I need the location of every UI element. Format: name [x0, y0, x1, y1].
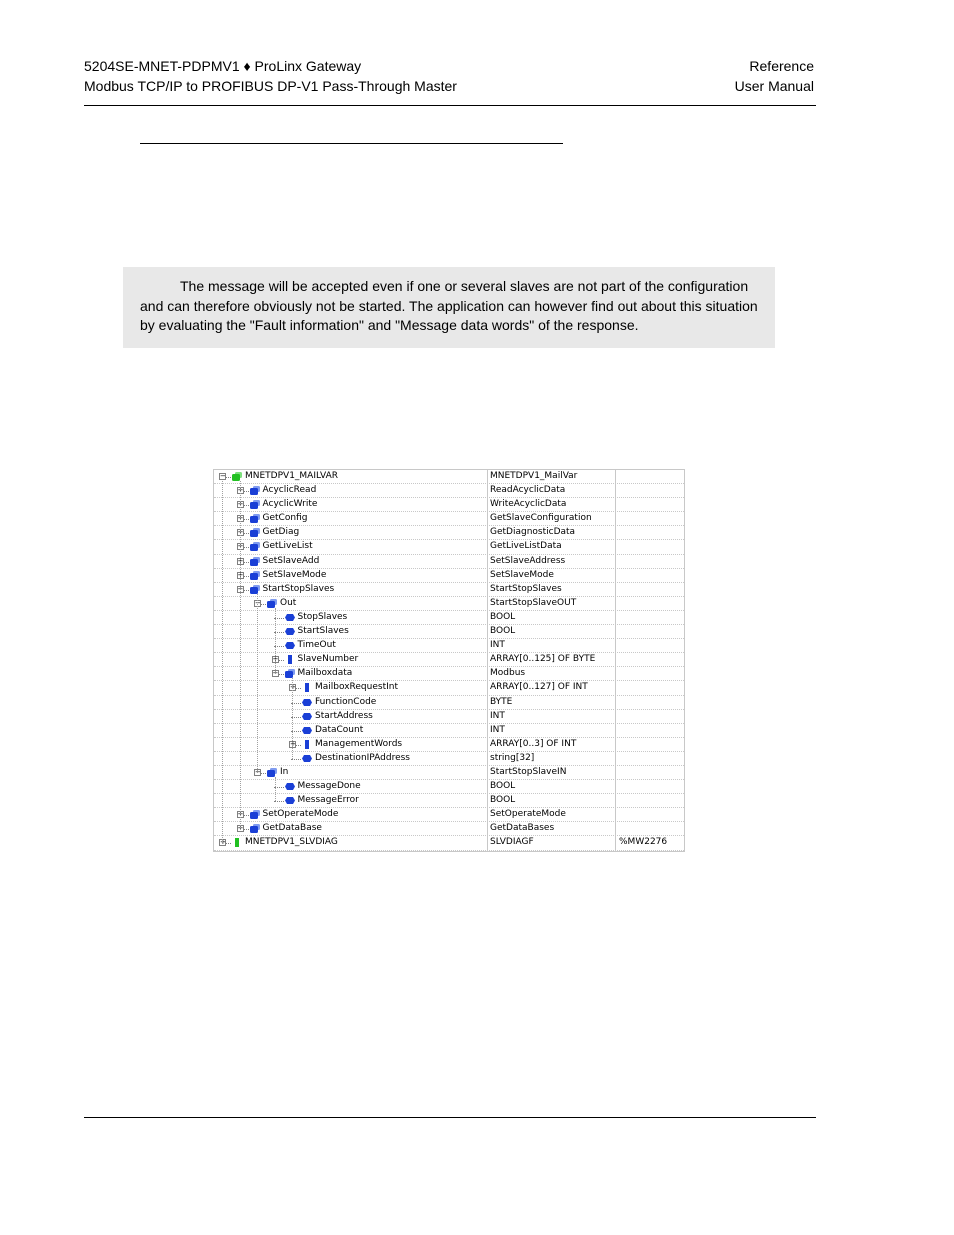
- footer-rule: [84, 1117, 816, 1118]
- tree-address-cell: [616, 752, 684, 765]
- header-doc-type: User Manual: [734, 78, 814, 94]
- tree-name-cell: [214, 808, 488, 821]
- tree-address-cell: [616, 555, 684, 568]
- element-icon: [285, 641, 295, 650]
- tree-item-label: MNETDPV1_MAILVAR: [245, 471, 339, 481]
- tree-item-label: MNETDPV1_SLVDIAG: [245, 837, 338, 848]
- element-icon: [302, 712, 312, 721]
- tree-type-cell: INT: [487, 710, 616, 723]
- header-rule: [84, 105, 816, 106]
- tree-row[interactable]: [214, 808, 684, 822]
- tree-type-cell: ReadAcyclicData: [487, 484, 616, 497]
- tree-address-cell: [616, 498, 684, 511]
- tree-type-cell: StartStopSlaves: [487, 583, 616, 596]
- tree-connector: [279, 674, 284, 675]
- tree-item-label: GetDiag: [262, 527, 300, 538]
- tree-row[interactable]: [214, 752, 684, 766]
- tree-type-cell: BYTE: [487, 696, 616, 709]
- tree-name-cell: [214, 794, 488, 807]
- tree-address-cell: [616, 681, 684, 694]
- tree-address-cell: [616, 710, 684, 723]
- tree-type-cell: string[32]: [487, 752, 616, 765]
- tree-address-cell: [616, 470, 684, 483]
- tree-row[interactable]: [214, 639, 684, 653]
- tree-address-cell: [616, 597, 684, 610]
- tree-type-cell: StartStopSlaveOUT: [487, 597, 616, 610]
- tree-row[interactable]: [214, 555, 684, 569]
- structure-icon: [250, 585, 260, 594]
- tree-type-cell: INT: [487, 724, 616, 737]
- element-icon: [285, 613, 295, 622]
- tree-name-cell: [214, 752, 488, 765]
- tree-name-cell: [214, 653, 488, 666]
- tree-row[interactable]: [214, 710, 684, 724]
- tree-connector: [261, 604, 266, 605]
- structure-icon: [285, 669, 295, 678]
- tree-row[interactable]: [214, 653, 684, 667]
- array-icon: [232, 838, 242, 847]
- tree-row[interactable]: [214, 836, 684, 850]
- element-icon: [285, 782, 295, 791]
- structure-icon: [250, 500, 260, 509]
- tree-name-cell: [214, 639, 488, 652]
- expand-icon[interactable]: +: [237, 542, 244, 551]
- tree-name-cell: [214, 597, 488, 610]
- structure-icon: [250, 571, 260, 580]
- element-icon: [302, 698, 312, 707]
- structure-icon: [267, 768, 277, 777]
- tree-name-cell: [214, 836, 488, 849]
- expand-icon[interactable]: +: [290, 739, 296, 748]
- tree-row[interactable]: [214, 822, 684, 836]
- tree-type-cell: GetLiveListData: [487, 540, 616, 553]
- tree-name-cell: [214, 780, 488, 793]
- tree-row[interactable]: [214, 696, 684, 710]
- tree-row[interactable]: [214, 766, 684, 780]
- section-rule: [140, 143, 563, 144]
- tree-row[interactable]: [214, 540, 684, 554]
- tree-item-label: AcyclicWrite: [262, 499, 318, 510]
- tree-connector: [226, 477, 231, 478]
- structure-icon: [267, 599, 277, 608]
- tree-address-cell: [616, 667, 684, 680]
- tree-type-cell: Modbus: [487, 667, 616, 680]
- note-text: The message will be accepted even if one or several slaves are not part of the configuration and can therefore obviously not be started. The application can however find out about this situation by evaluating the "Fault information" and "Message data words" of the response.: [140, 278, 758, 333]
- tree-type-cell: WriteAcyclicData: [487, 498, 616, 511]
- tree-item-label: Mailboxdata: [297, 668, 353, 679]
- collapse-icon[interactable]: −: [272, 669, 279, 678]
- tree-row[interactable]: [214, 484, 684, 498]
- tree-type-cell: BOOL: [487, 611, 616, 624]
- tree-connector: [244, 829, 249, 830]
- tree-connector: [291, 759, 301, 760]
- tree-guide-line: [257, 594, 258, 773]
- tree-address-cell: [616, 484, 684, 497]
- tree-type-cell: INT: [487, 639, 616, 652]
- header-product-title: 5204SE-MNET-PDPMV1 ♦ ProLinx Gateway: [84, 58, 362, 74]
- tree-name-cell: [214, 484, 488, 497]
- tree-type-cell: ARRAY[0..125] OF BYTE: [487, 653, 616, 666]
- structure-icon: [250, 486, 260, 495]
- tree-type-cell: SetSlaveAddress: [487, 555, 616, 568]
- tree-item-label: In: [280, 766, 289, 777]
- tree-item-label: GetConfig: [262, 513, 308, 524]
- expand-icon[interactable]: +: [290, 683, 296, 692]
- tree-row[interactable]: [214, 583, 684, 597]
- tree-name-cell: [214, 526, 488, 539]
- tree-name-cell: [214, 738, 488, 751]
- tree-type-cell: StartStopSlaveIN: [487, 766, 616, 779]
- element-icon: [302, 754, 312, 763]
- element-icon: [285, 627, 295, 636]
- collapse-icon[interactable]: −: [255, 767, 261, 776]
- tree-item-label: StartAddress: [315, 710, 373, 721]
- array-icon: [302, 740, 312, 749]
- structure-icon: [250, 824, 260, 833]
- tree-guide-line: [275, 777, 276, 801]
- tree-guide-line: [240, 481, 241, 830]
- tree-type-cell: SetSlaveMode: [487, 569, 616, 582]
- tree-type-cell: GetDiagnosticData: [487, 526, 616, 539]
- tree-item-label: StartStopSlaves: [262, 583, 335, 594]
- tree-address-cell: [616, 569, 684, 582]
- structure-icon: [232, 472, 242, 481]
- tree-item-label: DestinationIPAddress: [315, 752, 410, 763]
- tree-row[interactable]: [214, 724, 684, 738]
- tree-item-label: FunctionCode: [315, 696, 377, 707]
- header-right: [735, 56, 814, 96]
- tree-row[interactable]: [214, 681, 684, 695]
- tree-item-label: TimeOut: [297, 640, 336, 651]
- expand-icon[interactable]: +: [237, 570, 244, 579]
- expand-icon[interactable]: +: [237, 486, 244, 495]
- tree-type-cell: BOOL: [487, 780, 616, 793]
- tree-connector: [296, 688, 301, 689]
- tree-connector: [244, 590, 249, 591]
- tree-row[interactable]: [214, 667, 684, 681]
- header-left: [84, 56, 457, 96]
- tree-row[interactable]: [214, 794, 684, 808]
- tree-address-cell: [616, 780, 684, 793]
- tree-address-cell: [616, 611, 684, 624]
- tree-type-cell: GetDataBases: [487, 822, 616, 835]
- tree-item-label: GetDataBase: [262, 823, 322, 834]
- tree-name-cell: [214, 512, 488, 525]
- expand-icon[interactable]: +: [272, 655, 279, 664]
- tree-row[interactable]: [214, 611, 684, 625]
- structure-icon: [250, 528, 260, 537]
- tree-type-cell: SetOperateMode: [487, 808, 616, 821]
- tree-row[interactable]: [214, 498, 684, 512]
- tree-connector: [244, 491, 249, 492]
- expand-icon[interactable]: +: [237, 528, 244, 537]
- tree-item-label: ManagementWords: [315, 738, 403, 749]
- collapse-icon[interactable]: −: [220, 472, 226, 480]
- tree-type-cell: MNETDPV1_MailVar: [487, 470, 616, 483]
- tree-address-cell: %MW2276: [619, 837, 668, 848]
- tree-name-cell: [214, 470, 488, 483]
- tree-connector: [296, 745, 301, 746]
- tree-guide-line: [222, 481, 223, 844]
- tree-connector: [226, 843, 231, 844]
- array-icon: [302, 683, 312, 692]
- tree-connector: [244, 505, 249, 506]
- tree-row[interactable]: [214, 512, 684, 526]
- tree-address-cell: [616, 822, 684, 835]
- tree-connector: [244, 576, 249, 577]
- tree-address-cell: [616, 540, 684, 553]
- tree-address-cell: [616, 808, 684, 821]
- structure-icon: [250, 514, 260, 523]
- array-icon: [285, 655, 295, 664]
- tree-name-cell: [214, 611, 488, 624]
- expand-icon[interactable]: +: [237, 514, 244, 523]
- tree-item-label: SetSlaveAdd: [262, 555, 320, 566]
- tree-item-label: MessageDone: [297, 781, 361, 792]
- tree-guide-line: [292, 678, 293, 759]
- expand-icon[interactable]: +: [237, 556, 244, 565]
- tree-item-label: AcyclicRead: [262, 485, 317, 496]
- tree-name-cell: [214, 667, 488, 680]
- tree-item-label: StopSlaves: [297, 611, 348, 622]
- tree-item-label: MessageError: [297, 795, 359, 806]
- tree-row[interactable]: [214, 625, 684, 639]
- tree-address-cell: [616, 639, 684, 652]
- tree-item-label: SetSlaveMode: [262, 569, 327, 580]
- header-product-subtitle: Modbus TCP/IP to PROFIBUS DP-V1 Pass-Through Master: [84, 78, 457, 94]
- tree-row[interactable]: [214, 780, 684, 794]
- tree-connector: [244, 547, 249, 548]
- tree-name-cell: [214, 540, 488, 553]
- tree-type-cell: ARRAY[0..3] OF INT: [487, 738, 616, 751]
- structure-icon: [250, 557, 260, 566]
- tree-address-cell: [616, 766, 684, 779]
- tree-type-cell: BOOL: [487, 625, 616, 638]
- tree-address-cell: [616, 526, 684, 539]
- tree-name-cell: [214, 681, 488, 694]
- tree-name-cell: [214, 822, 488, 835]
- tree-connector: [244, 562, 249, 563]
- tree-name-cell: [214, 583, 488, 596]
- tree-address-cell: [616, 696, 684, 709]
- tree-name-cell: [214, 710, 488, 723]
- tree-name-cell: [214, 498, 488, 511]
- tree-item-label: SetOperateMode: [262, 809, 339, 820]
- expand-icon[interactable]: +: [237, 824, 244, 833]
- tree-name-cell: [214, 696, 488, 709]
- tree-address-cell: [616, 738, 684, 751]
- structure-icon: [250, 542, 260, 551]
- tree-item-label: Out: [280, 597, 297, 608]
- expand-icon[interactable]: +: [220, 838, 226, 847]
- tree-name-cell: [214, 724, 488, 737]
- variable-tree-table: [213, 469, 685, 852]
- tree-item-label: GetLiveList: [262, 541, 313, 552]
- tree-name-cell: [214, 625, 488, 638]
- tree-address-cell: [616, 653, 684, 666]
- tree-connector: [274, 801, 284, 802]
- tree-row[interactable]: [214, 597, 684, 611]
- collapse-icon[interactable]: −: [255, 598, 261, 607]
- tree-name-cell: [214, 555, 488, 568]
- tree-address-cell: [616, 512, 684, 525]
- tree-item-label: DataCount: [315, 724, 364, 735]
- tree-row[interactable]: [214, 470, 684, 484]
- tree-type-cell: BOOL: [487, 794, 616, 807]
- header-section: Reference: [749, 58, 814, 74]
- tree-connector: [244, 533, 249, 534]
- tree-connector: [279, 660, 284, 661]
- tree-connector: [244, 519, 249, 520]
- tree-row[interactable]: [214, 526, 684, 540]
- tree-address-cell: [616, 794, 684, 807]
- expand-icon[interactable]: +: [237, 500, 244, 509]
- tree-name-cell: [214, 569, 488, 582]
- collapse-icon[interactable]: −: [237, 584, 244, 593]
- tree-guide-line: [275, 608, 276, 675]
- tree-type-cell: SLVDIAGF: [487, 836, 616, 849]
- element-icon: [302, 726, 312, 735]
- tree-name-cell: [214, 766, 488, 779]
- tree-type-cell: GetSlaveConfiguration: [487, 512, 616, 525]
- tree-item-label: MailboxRequestInt: [315, 682, 398, 693]
- tree-address-cell: [616, 583, 684, 596]
- tree-row[interactable]: [214, 569, 684, 583]
- tree-address-cell: [616, 724, 684, 737]
- tree-item-label: StartSlaves: [297, 626, 349, 637]
- tree-address-cell: [616, 625, 684, 638]
- tree-row[interactable]: [214, 738, 684, 752]
- tree-connector: [261, 773, 266, 774]
- tree-connector: [244, 815, 249, 816]
- note-box: [123, 267, 775, 348]
- element-icon: [285, 796, 295, 805]
- tree-item-label: SlaveNumber: [297, 654, 359, 665]
- tree-type-cell: ARRAY[0..127] OF INT: [487, 681, 616, 694]
- structure-icon: [250, 810, 260, 819]
- expand-icon[interactable]: +: [237, 810, 244, 819]
